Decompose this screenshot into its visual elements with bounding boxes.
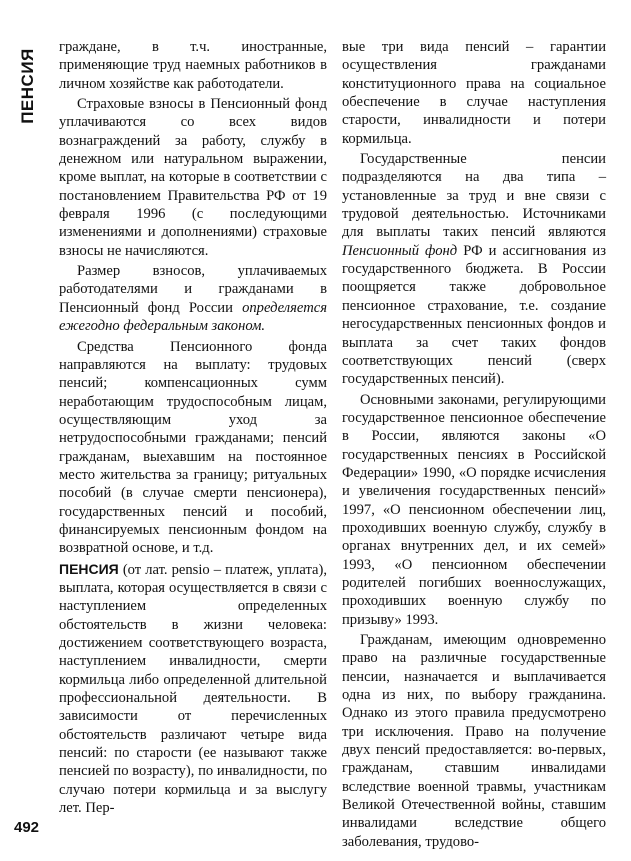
right-column	[342, 38, 606, 853]
page-number: 492	[14, 819, 40, 836]
paragraph: Страховые взносы в Пенсионный фонд уплачиваются со всех видов вознаграждений за работу, службу в денежном или натуральном выражении, кроме выплат, на которые в соответствии с постановлением Правительства РФ от 19 февраля 1996 (с последующими изменениями и дополнениями) страховые взносы не начисляются.	[59, 96, 327, 259]
cross-reference: Пенсионный фонд	[342, 242, 458, 259]
dictionary-entry	[59, 560, 327, 818]
paragraph-text: РФ и ассигнования из государственного бюджета. В России поощряется также добровольное пенсионное страхование, т.е. создание негосударственных пенсионных фондов и выплата за счет таких фондов соответствующих пенсий (сверх государственных пенсий).	[342, 242, 606, 388]
entry-text: (от лат. pensio – платеж, уплата), выплата, которая осуществляется в связи с наступлением определенных обстоятельств в жизни человека: достижением соответствующего возраста, наступлением инвалидности, смерти кормильца либо определенной длительной профессиональной деятельности. В зависимости от перечисленных обстоятельств различают четыре вида пенсий: по старости (ее называют также пенсией по возрасту), по инвалидности, по случаю потери кормильца и за выслугу лет. Пер-	[59, 561, 327, 817]
paragraph: Средства Пенсионного фонда направляются на выплату: трудовых пенсий; компенсационных сумм неработающим трудоспособным лицам, осуществляющим уход за нетрудоспособными гражданами; пенсий гражданам, выехавшим на постоянное место жительства за границу; ритуальных пособий (в случае смерти пенсионера), государственных пенсий и пособий, финансируемых пенсионным фондом на возвратной основе, и т.д.	[59, 338, 327, 557]
paragraph	[59, 262, 327, 335]
running-header	[12, 40, 44, 132]
paragraph	[342, 150, 606, 388]
paragraph: Основными законами, регулирующими государственное пенсионное обеспечение в России, являются законы «О государственных пенсиях в Российской Федерации» 1990, «О порядке исчисления и увеличения государственных пенсий» 1997, «О пенсионном обеспечении лиц, проходивших военную службу, службу в органах внутренних дел, и их семей» 1993, «О пенсионном обеспечении родителей погибших военнослужащих, проходивших военную службу по призыву» 1993.	[342, 391, 606, 628]
paragraph-text: Размер взносов, уплачиваемых работодателями и гражданами в Пенсионный фонд России	[59, 263, 327, 316]
paragraph: граждане, в т.ч. иностранные, применяющие труд наемных работников в личном хозяйстве как работодатели.	[59, 39, 327, 92]
paragraph-text: Государственные пенсии подразделяются на два типа – установленные за труд и вне связи с трудовой деятельностью. Источниками для выплаты таких пенсий являются	[342, 151, 606, 241]
emphasis-text: определяется ежегодно федеральным законом.	[59, 299, 327, 335]
left-column	[59, 38, 327, 819]
running-header-text: ПЕНСИЯ	[18, 48, 37, 124]
entry-headword: ПЕНСИЯ	[59, 560, 119, 577]
paragraph: вые три вида пенсий – гарантии осуществления гражданами конституционного права на социальное обеспечение в случае наступления старости, инвалидности и потери кормильца.	[342, 39, 606, 147]
paragraph: Гражданам, имеющим одновременно право на различные государственные пенсии, назначается и выплачивается одна из них, по выбору гражданина. Однако из этого правила предусмотрено три исключения. Право на получение двух пенсий предоставляется: во-первых, гражданам, ставшим инвалидами вследствие военной травмы, участникам Великой Отечественной войны, ставшим инвалидами вследствие общего заболевания, трудово-	[342, 632, 606, 850]
